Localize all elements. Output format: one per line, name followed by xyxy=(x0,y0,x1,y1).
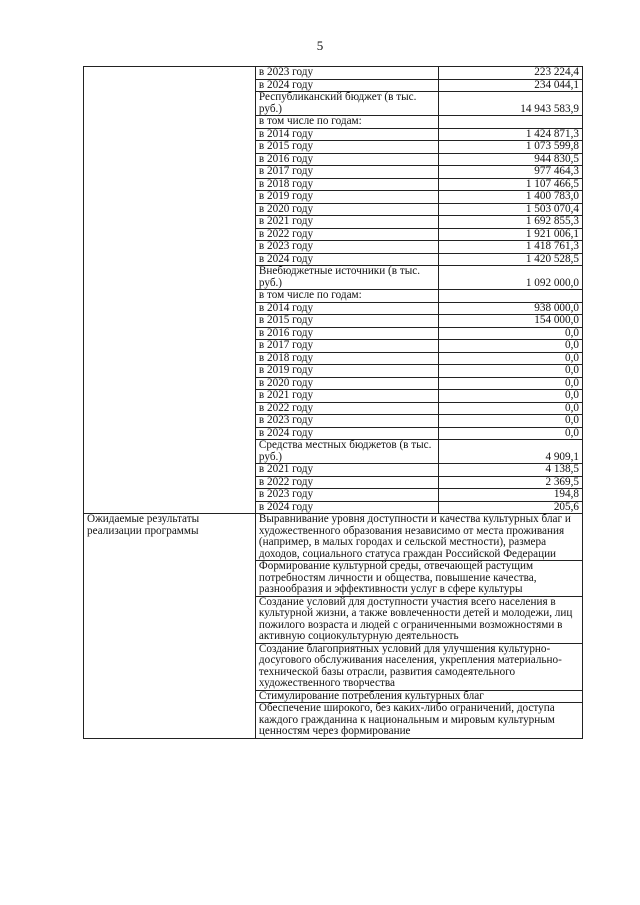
finance-row-label: в 2017 году xyxy=(255,166,438,179)
finance-row-label: в 2021 году xyxy=(255,216,438,229)
finance-row xyxy=(84,67,583,80)
finance-row-label: Внебюджетные источники (в тыс. руб.) xyxy=(255,266,438,290)
finance-row-value: 1 107 466,5 xyxy=(439,178,583,191)
finance-row-label: в 2015 году xyxy=(255,141,438,154)
finance-row-value: 977 464,3 xyxy=(439,166,583,179)
result-item: Создание благоприятных условий для улучшения культурно-досугового обслуживания населения, укрепления материально-технической базы отрасли, развития самодеятельного художественного творчества xyxy=(255,643,582,690)
finance-row-label: в 2023 году xyxy=(255,415,438,428)
finance-row-value: 938 000,0 xyxy=(439,302,583,315)
finance-row-label: в 2015 году xyxy=(255,315,438,328)
finance-row-label: в 2019 году xyxy=(255,191,438,204)
result-row xyxy=(84,514,583,561)
finance-row-value: 1 420 528,5 xyxy=(439,253,583,266)
finance-row-value: 205,6 xyxy=(439,501,583,514)
finance-row-label: в 2014 году xyxy=(255,128,438,141)
finance-row-label: в 2020 году xyxy=(255,377,438,390)
finance-row-value: 1 424 871,3 xyxy=(439,128,583,141)
finance-row-label: в 2024 году xyxy=(255,79,438,92)
finance-row-value: 2 369,5 xyxy=(439,476,583,489)
finance-row-label: Республиканский бюджет (в тыс. руб.) xyxy=(255,92,438,116)
result-item: Выравнивание уровня доступности и качества культурных благ и художественного образования независимо от места проживания (например, в малых городах и сельской местности), размера доходов, социального статуса граждан Российской Федерации xyxy=(255,514,582,561)
finance-row-value: 1 921 006,1 xyxy=(439,228,583,241)
finance-row-value: 1 692 855,3 xyxy=(439,216,583,229)
finance-row-value: 0,0 xyxy=(439,365,583,378)
finance-row-value: 0,0 xyxy=(439,340,583,353)
finance-row-value xyxy=(439,116,583,129)
finance-row-label: в 2018 году xyxy=(255,178,438,191)
finance-row-label: в 2021 году xyxy=(255,390,438,403)
finance-row-value: 0,0 xyxy=(439,415,583,428)
finance-row-value: 944 830,5 xyxy=(439,153,583,166)
finance-row-value: 0,0 xyxy=(439,390,583,403)
finance-row-label: в 2024 году xyxy=(255,501,438,514)
finance-row-label: в 2016 году xyxy=(255,327,438,340)
finance-row-label: в том числе по годам: xyxy=(255,116,438,129)
finance-row-label: в том числе по годам: xyxy=(255,290,438,303)
finance-row-value: 4 909,1 xyxy=(439,440,583,464)
finance-row-value: 0,0 xyxy=(439,352,583,365)
finance-row-label: в 2023 году xyxy=(255,241,438,254)
result-item: Обеспечение широкого, без каких-либо ограничений, доступа каждого гражданина к национальным и мировым культурным ценностям через формирование xyxy=(255,703,582,739)
finance-row-label: в 2017 году xyxy=(255,340,438,353)
finance-row-label: в 2014 году xyxy=(255,302,438,315)
finance-row-value: 1 400 783,0 xyxy=(439,191,583,204)
finance-row-value: 194,8 xyxy=(439,489,583,502)
results-label: Ожидаемые результаты реализации программы xyxy=(84,514,256,739)
finance-row-label: в 2019 году xyxy=(255,365,438,378)
finance-row-label: в 2023 году xyxy=(255,489,438,502)
finance-row-label: в 2022 году xyxy=(255,228,438,241)
finance-row-value: 1 073 599,8 xyxy=(439,141,583,154)
finance-row-value: 0,0 xyxy=(439,377,583,390)
page-number: 5 xyxy=(316,38,324,53)
finance-row-label: в 2024 году xyxy=(255,253,438,266)
finance-section xyxy=(84,67,583,514)
finance-row-value xyxy=(439,290,583,303)
finance-row-label: в 2022 году xyxy=(255,476,438,489)
finance-row-value: 14 943 583,9 xyxy=(439,92,583,116)
finance-row-value: 154 000,0 xyxy=(439,315,583,328)
finance-row-value: 4 138,5 xyxy=(439,464,583,477)
finance-row-label: в 2023 году xyxy=(255,67,438,80)
results-section xyxy=(84,514,583,739)
finance-row-value: 0,0 xyxy=(439,402,583,415)
finance-row-value: 1 092 000,0 xyxy=(439,266,583,290)
finance-row-label: в 2016 году xyxy=(255,153,438,166)
finance-row-label: в 2022 году xyxy=(255,402,438,415)
finance-row-label: в 2021 году xyxy=(255,464,438,477)
finance-row-value: 1 418 761,3 xyxy=(439,241,583,254)
finance-row-value: 1 503 070,4 xyxy=(439,203,583,216)
finance-row-label: Средства местных бюджетов (в тыс. руб.) xyxy=(255,440,438,464)
finance-row-value: 234 044,1 xyxy=(439,79,583,92)
program-passport-table xyxy=(83,66,583,739)
finance-row-value: 0,0 xyxy=(439,427,583,440)
finance-row-value: 0,0 xyxy=(439,327,583,340)
result-item: Стимулирование потребления культурных благ xyxy=(255,690,582,703)
finance-row-value: 223 224,4 xyxy=(439,67,583,80)
result-item: Формирование культурной среды, отвечающей растущим потребностям личности и общества, повышение качества, разнообразия и эффективности услуг в сфере культуры xyxy=(255,561,582,597)
result-item: Создание условий для доступности участия всего населения в культурной жизни, а также вовлеченности детей и молодежи, лиц пожилого возраста и людей с ограниченными возможностями в активную социокультурную деятельность xyxy=(255,596,582,643)
finance-label-cell xyxy=(84,67,256,514)
finance-row-label: в 2018 году xyxy=(255,352,438,365)
finance-row-label: в 2024 году xyxy=(255,427,438,440)
finance-row-label: в 2020 году xyxy=(255,203,438,216)
